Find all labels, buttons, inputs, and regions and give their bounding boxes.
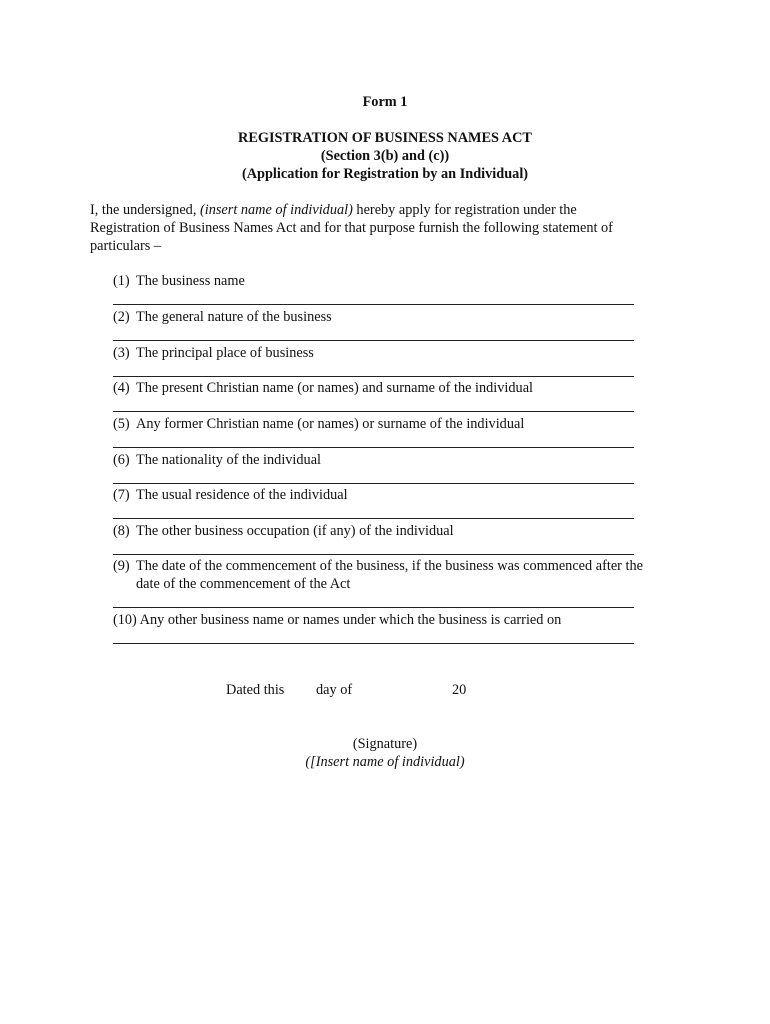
- particular-item-10: [113, 611, 561, 629]
- answer-line-4[interactable]: [113, 411, 634, 412]
- dated-day-label: day of: [316, 682, 353, 698]
- particular-item-4: [113, 379, 533, 397]
- item-label: The present Christian name (or names) and surname of the individual: [136, 380, 534, 396]
- act-title: REGISTRATION OF BUSINESS NAMES ACT: [238, 130, 532, 146]
- item-number: (5): [113, 416, 130, 432]
- particular-item-2: [113, 308, 332, 326]
- item-label: Any other business name or names under which the business is carried on: [139, 612, 562, 628]
- item-number: (8): [113, 523, 130, 539]
- intro-text-end: hereby apply for registration under the Registration of Business Names Act and for that purpose furnish the following statement of particulars –: [90, 202, 613, 254]
- item-number: (7): [113, 487, 130, 503]
- answer-line-9[interactable]: [113, 607, 634, 608]
- answer-line-6[interactable]: [113, 483, 634, 484]
- intro-text-start: I, the undersigned,: [90, 202, 200, 218]
- intro-paragraph: [90, 201, 650, 255]
- particular-item-8: [113, 522, 454, 540]
- item-number: (4): [113, 380, 130, 396]
- signature-label: (Signature): [352, 736, 418, 752]
- item-number: (1): [113, 273, 130, 289]
- item-number: (9): [113, 558, 130, 574]
- form-number: Form 1: [362, 94, 408, 110]
- particular-item-6: [113, 451, 321, 469]
- signature-name-placeholder: ([Insert name of individual): [305, 754, 465, 770]
- answer-line-8[interactable]: [113, 554, 634, 555]
- answer-line-3[interactable]: [113, 376, 634, 377]
- item-number: (6): [113, 452, 130, 468]
- particular-item-7: [113, 486, 348, 504]
- item-label: The date of the commencement of the business, if the business was commenced after the: [136, 558, 643, 574]
- particular-item-1: [113, 272, 245, 290]
- dated-label: Dated this: [226, 682, 285, 698]
- particular-item-5: [113, 415, 524, 433]
- item-label-continued: date of the commencement of the Act: [136, 576, 351, 592]
- item-number: (10): [113, 612, 137, 628]
- particular-item-3: [113, 344, 314, 362]
- item-number: (3): [113, 345, 130, 361]
- item-label: The general nature of the business: [136, 309, 332, 325]
- item-number: (2): [113, 309, 130, 325]
- answer-line-7[interactable]: [113, 518, 634, 519]
- item-label: The usual residence of the individual: [136, 487, 348, 503]
- item-label: The other business occupation (if any) of the individual: [136, 523, 454, 539]
- particular-item-9: [113, 557, 643, 593]
- answer-line-10[interactable]: [113, 643, 634, 644]
- item-label: Any former Christian name (or names) or surname of the individual: [136, 416, 525, 432]
- answer-line-1[interactable]: [113, 304, 634, 305]
- section-reference: (Section 3(b) and (c)): [320, 148, 450, 164]
- item-label: The business name: [136, 273, 245, 289]
- item-label: The principal place of business: [136, 345, 314, 361]
- answer-line-5[interactable]: [113, 447, 634, 448]
- item-label: The nationality of the individual: [136, 452, 322, 468]
- answer-line-2[interactable]: [113, 340, 634, 341]
- dated-year-prefix: 20: [452, 682, 467, 698]
- intro-placeholder: (insert name of individual): [199, 202, 353, 218]
- application-type: (Application for Registration by an Individual): [241, 166, 529, 182]
